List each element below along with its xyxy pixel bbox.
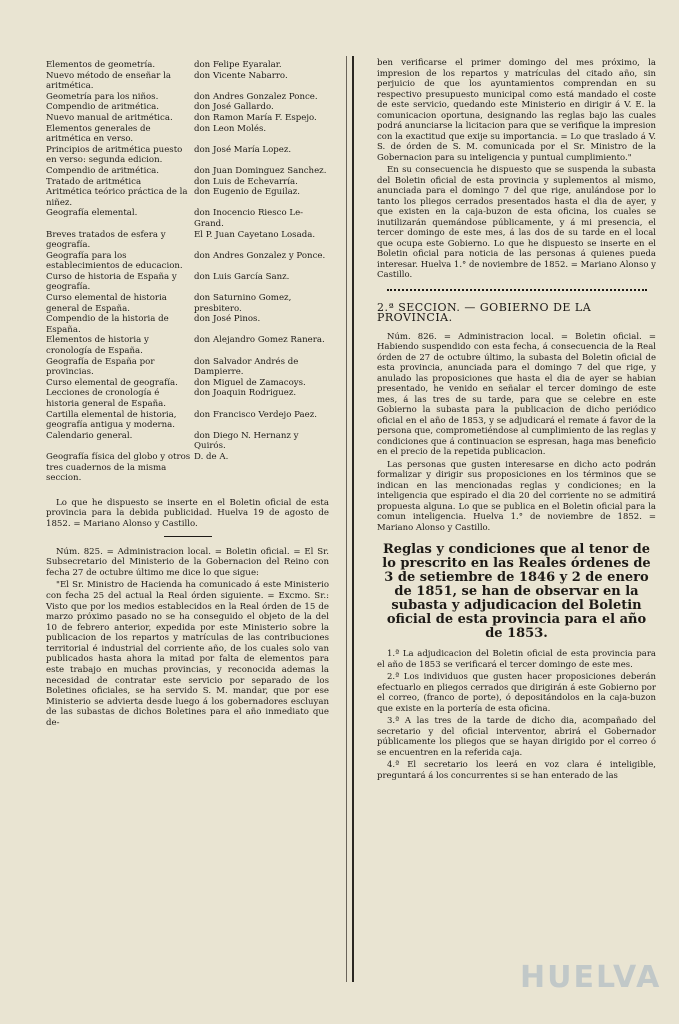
book-title: Curso elemental de geografía.: [46, 377, 178, 388]
closing-paragraph: Lo que he dispuesto se inserte en el Boletin oficial de esta provincia para la debida publicidad. Huelva 19 de agosto de 1852. = Mariano Alonso y Castillo.: [46, 497, 329, 529]
book-title: Nuevo método de enseñar la aritmética.: [46, 70, 171, 92]
book-author: don José Gallardo.: [194, 102, 274, 113]
book-title: Geografía elemental.: [46, 208, 138, 219]
book-entry: [46, 230, 329, 251]
separator-rule: [164, 536, 212, 537]
book-title: Geometría para los niños.: [46, 91, 159, 102]
book-author: don Juan Dominguez Sanchez.: [194, 165, 327, 176]
right-column: [377, 58, 656, 783]
book-title: Aritmética teórico práctica de la niñez.: [46, 187, 188, 208]
book-title: Cartilla elemental de historia, geografía antigua y moderna.: [46, 409, 177, 431]
book-author: don Luis de Echevarría.: [194, 176, 298, 187]
book-entry: [46, 92, 329, 103]
book-entry: [46, 293, 329, 314]
book-author: D. de A.: [194, 451, 229, 462]
book-entry: [46, 251, 329, 272]
book-author: don Luis García Sanz.: [194, 271, 290, 282]
consequence-paragraph: En su consecuencia he dispuesto que se suspenda la subasta del Boletin oficial de esta provincia y suplementos al mismo, anunciada para el domingo 7 del que rige, anulándose por lo tanto los pliegos cerrados presentados hasta el dia de ayer, y que existen en la caja-buzon de esta oficina, los cuales se inutilizarán quemándose públicamente, y á mi presencia, el tercer domingo de este mes, á las dos de su tarde en el local que ocupa este Gobierno. Lo que he dispuesto se inserte en el Boletin oficial para noticia de las personas á quienes pueda interesar. Huelva 1.° de noviembre de 1852. = Mariano Alonso y Castillo.: [377, 165, 656, 280]
book-author: don Eugenio de Eguilaz.: [194, 187, 301, 198]
book-author: don Inocencio Riesco Le-Grand.: [194, 208, 304, 229]
book-title: Lecciones de cronología é historia general de España.: [46, 388, 166, 409]
book-author: don Francisco Verdejo Paez.: [194, 409, 317, 420]
book-title: Nuevo manual de aritmética.: [46, 112, 173, 123]
left-column: [46, 60, 329, 731]
book-entry: [46, 314, 329, 335]
book-author: don Salvador Andrés de Dampierre.: [194, 356, 299, 378]
book-title: Curso de historia de España y geografía.: [46, 271, 177, 293]
book-author: don Ramon María F. Espejo.: [194, 112, 317, 123]
rule-1: 1.ª La adjudicacion del Boletin oficial de esta provincia para el año de 1853 se verificará el tercer domingo de este mes.: [377, 649, 656, 670]
book-author: don Alejandro Gomez Ranera.: [194, 335, 325, 346]
book-title: Tratado de aritmética: [46, 176, 142, 187]
section-separator: [387, 289, 647, 291]
rule-2: 2.ª Los individuos que gusten hacer proposiciones deberán efectuarlo en pliegos cerrados que dirigirán á este Gobierno por el correo, (franco de porte), ó depositándolos en la caja-buzon que existe en la portería de esta oficina.: [377, 672, 656, 714]
book-entry: [46, 410, 329, 431]
book-list: [46, 60, 329, 484]
book-entry: [46, 187, 329, 208]
section-header: 2.ª SECCION. — GOBIERNO DE LA PROVINCIA.: [377, 300, 592, 324]
book-entry: [46, 378, 329, 389]
book-title: Geografía física del globo y otros tres cuadernos de la misma seccion.: [46, 451, 191, 484]
rule-3: 3.ª A las tres de la tarde de dicho dia, acompañado del secretario y del oficial interventor, abrirá el Gobernador públicamente los pliegos que se hayan dirigido por el correo ó se encuentren en la referida caja.: [377, 716, 656, 758]
book-entry: [46, 272, 329, 293]
num825-paragraph: Núm. 825. = Administracion local. = Boletin oficial. = El Sr. Subsecretario del Ministerio de la Gobernacion del Reino con fecha 27 de octubre último me dice lo que sigue:: [46, 546, 329, 578]
rules-heading: Reglas y condiciones que al tenor de lo prescrito en las Reales órdenes de 3 de setiembre de 1846 y 2 de enero de 1851, se han de observar en la subasta y adjudicacion del Boletin oficial de esta provincia para el año de 1853.: [382, 542, 651, 641]
book-entry: [46, 145, 329, 166]
book-author: don Andres Gonzalez Ponce.: [194, 91, 318, 102]
book-title: Compendio de la historia de España.: [46, 314, 169, 335]
book-author: don Vicente Nabarro.: [194, 70, 288, 81]
book-entry: [46, 335, 329, 356]
book-author: El P. Juan Cayetano Losada.: [194, 229, 316, 240]
book-title: Compendio de aritmética.: [46, 165, 160, 176]
book-title: Principios de aritmética puesto en verso: segunda edicion.: [46, 144, 183, 166]
archive-watermark: HUELVA: [520, 960, 662, 995]
book-entry: [46, 431, 329, 452]
book-title: Calendario general.: [46, 430, 133, 441]
persons-paragraph: Las personas que gusten interesarse en dicho acto podrán formalizar y dirigir sus proposiciones en los términos que se indican en las mencionadas reglas y condiciones; en la inteligencia que espirado el dia 20 del corriente no se admitirá propuesta alguna. Lo que se publica en el Boletin oficial para la comun inteligencia. Huelva 1.° de noviembre de 1852. = Mariano Alonso y Castillo.: [377, 459, 656, 533]
continuation-paragraph: ben verificarse el primer domingo del mes próximo, la impresion de los repartos y matrículas del citado año, sin perjuicio de que los ayuntamientos comprendan en su respectivo presupuesto municipal como está mandado el coste de este servicio, quedando este Ministerio en dirigir á V. E. la comunicacion oportuna, designando las reglas bajo las cuales podrá anunciarse la licitacion para que se verifique la impresion con la exactitud que exije su importancia. = Lo que traslado á V. S. de órden de S. M. comunicada por el Sr. Ministro de la Gobernacion para su inteligencia y puntual cumplimiento.": [377, 58, 656, 163]
book-author: don José María Lopez.: [194, 144, 292, 155]
column-divider-thin: [346, 56, 347, 982]
book-entry: [46, 113, 329, 124]
book-entry: [46, 124, 329, 145]
book-title: Elementos generales de aritmética en verso.: [46, 123, 151, 145]
book-entry: [46, 388, 329, 409]
book-author: don José Pinos.: [194, 314, 261, 325]
quote-paragraph: "El Sr. Ministro de Hacienda ha comunicado á este Ministerio con fecha 25 del actual la Real órden siguiente. = Excmo. Sr.: Visto que por los medios establecidos en la Real órden de 15 de marzo próximo pasado no se ha conseguido el objeto de la del 10 de febrero anterior, expedida por este Ministerio sobre la publicacion de los repartos y matrículas de las contribuciones territorial é industrial del corriente año, de los cuales solo van publicados hasta ahora la mitad por falta de elementos para este trabajo en muchas provincias, y reconocida ademas la necesidad de contratar este servicio por separado de los Boletines oficiales, se ha servido S. M. mandar, que por ese Ministerio se advierta desde luego á los gobernadores escluyan de las subastas de dichos Boletines para el año inmediato que de-: [46, 580, 329, 729]
book-title: Geografía de España por provincias.: [46, 356, 155, 378]
book-author: don Joaquin Rodriguez.: [194, 388, 297, 399]
book-title: Geografía para los establecimientos de educacion.: [46, 250, 183, 272]
book-entry: [46, 166, 329, 177]
book-author: don Felipe Eyaralar.: [194, 60, 282, 70]
book-entry: [46, 102, 329, 113]
book-author: don Miguel de Zamacoys.: [194, 377, 306, 388]
book-title: Elementos de historia y cronología de España.: [46, 335, 149, 357]
book-title: Breves tratados de esfera y geografía.: [46, 229, 166, 251]
num826-paragraph: Núm. 826. = Administracion local. = Boletin oficial. = Habiendo suspendido con esta fecha, á consecuencia de la Real órden de 27 de octubre último, la subasta del Boletin oficial de esta provincia, anunciada para el domingo 7 del que rige, y anulado las proposiciones que hasta el dia de ayer se habian presentado, he venido en señalar el tercer domingo de este mes, á las tres de su tarde, para que se celebre en este Gobierno la subasta para la publicacion de dicho periódico oficial en el año de 1853, y se adjudicará el remate á favor de la persona que, comprometiéndose al cumplimiento de las reglas y condiciones que á continuacion se espresan, haga mas beneficio en el precio de la repetida publicacion.: [377, 331, 656, 457]
book-author: don Leon Molés.: [194, 123, 267, 134]
book-entry: [46, 60, 329, 71]
book-author: don Saturnino Gomez, presbitero.: [194, 293, 292, 314]
book-title: Elementos de geometría.: [46, 60, 156, 70]
column-divider: [352, 56, 354, 982]
book-title: Compendio de aritmética.: [46, 102, 160, 113]
book-entry: [46, 177, 329, 188]
book-author: don Andres Gonzalez y Ponce.: [194, 250, 326, 261]
book-title: Curso elemental de historia general de España.: [46, 293, 167, 314]
book-entry: [46, 357, 329, 378]
book-entry: [46, 71, 329, 92]
rule-4: 4.ª El secretario los leerá en voz clara é inteligible, preguntará á los concurrentes si se han enterado de las: [377, 760, 656, 781]
book-author: don Diego N. Hernanz y Quirós.: [194, 430, 299, 452]
book-entry: [46, 208, 329, 229]
book-entry: [46, 452, 329, 484]
